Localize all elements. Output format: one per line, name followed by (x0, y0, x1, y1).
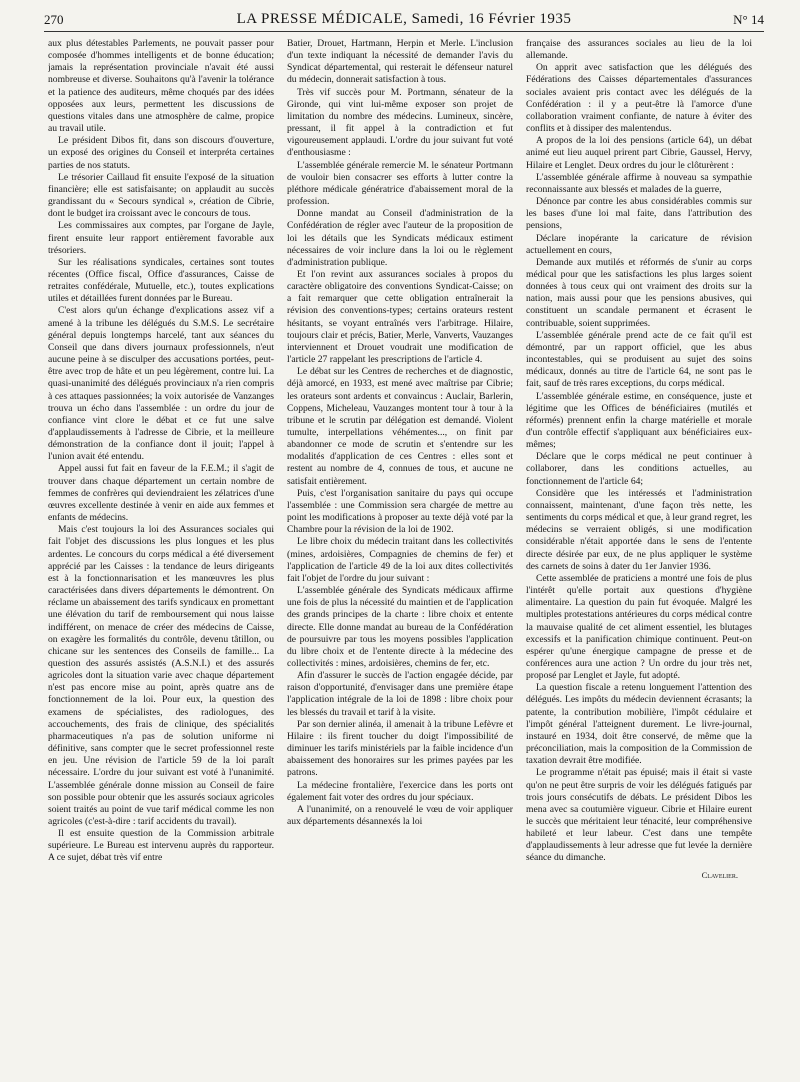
paragraph: Le débat sur les Centres de recherches et de diagnostic, déjà amorcé, en 1933, est mené avec maîtrise par Cibrie; les orateurs sont ardents et convaincus : Auclair, Barlerin, Coppens, Micheleau, Vauzanges montent tour à tour à la tribune et le scrutin par délégation est demandé. Violent tumulte, interpellations véhémentes..., on finit par abandonner ce mode de scrutin et s'entendre sur les modalités d'application de ces Centres : elles sont et restent au nombre de 4, connues de tous, et aucune ne satisfait entièrement. (287, 366, 513, 487)
paragraph: Sur les réalisations syndicales, certaines sont toutes récentes (Office fiscal, Office d'assurances, Caisse de retraites confédérale, Mutuelle, etc.), toutes explications utiles et détaillées furent données par le Bureau. (48, 256, 274, 305)
paragraph: Par son dernier alinéa, il amenait à la tribune Lefèvre et Hilaire : ils firent toucher du doigt l'impossibilité de diminuer les tarifs ministériels par la faible incidence d'un abaissement des honoraires sur les primes payées par les patrons. (287, 718, 513, 779)
author-signature: Clavelier. (701, 869, 738, 880)
paragraph: Puis, c'est l'organisation sanitaire du pays qui occupe l'assemblée : une Commission sera chargée de mettre au point les modifications à proposer au texte déjà voté par la Chambre pour la révision de la loi de 1902. (287, 487, 513, 536)
text-column-2 (287, 38, 513, 1048)
paragraph: L'assemblée générale estime, en conséquence, juste et légitime que les Offices de bénéficiaires (mutilés et réformés) prennent enfin la charge matérielle et morale d'un contrôle effectif s'appliquant aux bénéficiaires eux-mêmes; (526, 390, 752, 451)
paragraph: C'est alors qu'un échange d'explications assez vif a amené à la tribune les délégués du S.M.S. Le secrétaire général depuis longtemps harcelé, tant aux séances du Conseil que dans divers journaux professionnels, n'eut aucune peine à se disculper des accusations portées, peut-être avec trop de hâte et un peu légèrement, contre lui. La quasi-unanimité des délégués provinciaux n'a rien compris à ces attaques passionnées; la voix autorisée de Vanzanges trouva un écho dans l'assemblée : un ordre du jour de confiance vint clore le débat et ce fut une salve d'applaudissements à l'adresse de Cibrie, et la meilleure démonstration de la confiance dont il jouit; l'appel à l'union avait été entendu. (48, 305, 274, 463)
paragraph: La question fiscale a retenu longuement l'attention des délégués. Les impôts du médecin deviennent écrasants; la patente, la contribution mobilière, l'impôt cédulaire et l'impôt général l'atteignent durement. Le livre-journal, instauré en 1934, doit être conservé, de même que la préconciliation, mais la composition de la Commission de taxation devrait être modifiée. (526, 682, 752, 767)
paragraph: Et l'on revint aux assurances sociales à propos du caractère obligatoire des conventions Syndicat-Caisse; on a fait remarquer que cette obligation entraînerait la révision des conventions-types; certains orateurs restent hésitants, se voyant entraînés vers l'arbitrage. Hilaire, toujours clair et précis, Batier, Merle, Vanverts, Vauzanges interviennent et Drouet voudrait une modification de l'article 27 rappelant les prescriptions de l'article 4. (287, 268, 513, 366)
paragraph: Déclare inopérante la caricature de révision actuellement en cours, (526, 232, 752, 256)
journal-title: LA PRESSE MÉDICALE, Samedi, 16 Février 1935 (236, 11, 572, 27)
paragraph: Mais c'est toujours la loi des Assurances sociales qui fait l'objet des discussions les plus longues et les plus ardentes. Le concours du corps médical a été diversement apprécié par les Caisses : la tendance de leurs dirigeants est à la fonctionnarisation et les manœuvres les plus caractérisées dans divers départements le démontrent. On réclame un abaissement des tarifs syndicaux en promettant une élévation du tarif de remboursement qui nous laisse indifférent, on menace de créer des médecins de Caisse, on exagère les formalités du contrôle, devenu tâtillon, ou chicane sur les sentences des Conseils de famille... La question des assurés assistés (A.S.N.I.) et des assurés agricoles dont la situation varie avec chaque département n'est pas encore mise au point, après quatre ans de fonctionnement de la loi. Pour eux, la question des examens de spécialistes, des radiologues, des accouchements, des frais de clinique, des spécialités pharmaceutiques n'a pas de solution uniforme ni définitive, sans compter que le secret professionnel reste en jeu. Une révision de l'article 59 de la loi paraît nécessaire. L'ordre du jour suivant est voté à l'unanimité. L'assemblée générale donne mission au Conseil de faire son possible pour obtenir que les assurés sociaux agricoles soient traités au point de vue tarif médical comme les non agricoles (c'est-à-dire : tarif accidents du travail). (48, 524, 274, 827)
header-rule (44, 31, 764, 32)
paragraph: Donne mandat au Conseil d'administration de la Confédération de régler avec l'auteur de la proposition de loi les détails que les Syndicats médicaux estiment nécessaires de voir inclure dans la loi ou le règlement d'administration publique. (287, 208, 513, 268)
paragraph: Demande aux mutilés et réformés de s'unir au corps médical pour que les satisfactions les plus larges soient données à tous ceux qui ont vraiment des droits sur la nation, mais aussi pour que les pensions abusives, qui constituent un scandale permanent et écrasent le contribuable, soient supprimées. (526, 256, 752, 329)
issue-number: N° 14 (733, 12, 764, 27)
paragraph: Déclare que le corps médical ne peut continuer à collaborer, dans les conditions actuelles, au fonctionnement de l'article 64; (526, 451, 752, 487)
paragraph: Cette assemblée de praticiens a montré une fois de plus l'intérêt qu'elle portait aux questions d'hygiène alimentaire. La question du pain fut évoquée. Malgré les multiples protestations antérieures du corps médical contre la mauvaise qualité de cet aliment essentiel, les blutages excessifs et la panification chimique continuent. Peut-on espérer qu'une énergique campagne de presse et de conférences aura une action ? Un ordre du jour très net, proposé par Lenglet et Jayle, fut adopté. (526, 572, 752, 682)
paragraph: Le programme n'était pas épuisé; mais il était si vaste qu'on ne peut être surpris de voir les délégués fatigués par trois jours consécutifs de débats. Le président Dibos les mena avec sa coutumière vigueur. Cibrie et Hilaire eurent le succès que méritaient leur ténacité, leur compréhensive habileté et leur labeur. C'est dans une tempête d'applaudissements à leur adresse que fut levée la dernière séance du dimanche. (526, 767, 752, 864)
text-column-3 (526, 38, 752, 1048)
paragraph: Le trésorier Caillaud fit ensuite l'exposé de la situation financière; elle est satisfaisante; on applaudit au succès grandissant du « Secours syndical », création de Cibrie, dont le budget ira croissant avec le concours de tous. (48, 171, 274, 220)
paragraph: L'assemblée générale prend acte de ce fait qu'il est démontré, par un rapport officiel, que les abus incontestables, qui se produisent au sujet des soins médicaux, donnés au titre de l'article 64, ne sont pas le fait, sauf de très rares exceptions, du corps médical. (526, 329, 752, 390)
paragraph: Afin d'assurer le succès de l'action engagée décide, par raison d'opportunité, d'envisager dans une première étape l'application intégrale de la loi de 1898 : libre choix pour les blessés du travail et tarif à la visite. (287, 670, 513, 718)
paragraph: L'assemblée générale des Syndicats médicaux affirme une fois de plus la nécessité du maintien et de l'application des grands principes de la charte : libre choix et entente directe. Elle donne mandat au bureau de la Confédération de poursuivre par tous les moyens possibles l'application du libre choix et de l'entente directe à la médecine des collectivités : mines, ardoisières, chemins de fer, etc. (287, 585, 513, 669)
paragraph: Dénonce par contre les abus considérables commis sur les bases d'une loi mal faite, dans l'attribution des pensions, (526, 196, 752, 232)
paragraph: L'assemblée générale remercie M. le sénateur Portmann de vouloir bien consacrer ses efforts à lutter contre la pléthore médicale génératrice d'abaissement moral de la profession. (287, 159, 513, 208)
paragraph: Il est ensuite question de la Commission arbitrale supérieure. Le Bureau est intervenu auprès du rapporteur. A ce sujet, débat très vif entre (48, 828, 274, 864)
paragraph: A l'unanimité, on a renouvelé le vœu de voir appliquer aux départements désannexés la loi (287, 803, 513, 827)
paragraph: L'assemblée générale affirme à nouveau sa sympathie reconnaissante aux blessés et malades de la guerre, (526, 171, 752, 195)
paragraph: française des assurances sociales au lieu de la loi allemande. (526, 38, 752, 62)
running-header (44, 10, 764, 32)
paragraph: Batier, Drouet, Hartmann, Herpin et Merle. L'inclusion d'un texte indiquant la nécessité de demander l'avis du Syndicat départemental, qui resterait le défenseur naturel du médecin, donnerait satisfaction à tous. (287, 38, 513, 86)
paragraph: Appel aussi fut fait en faveur de la F.E.M.; il s'agit de trouver dans chaque département un certain nombre de femmes de confrères qui deviendraient les zélatrices d'une œuvres excellente destinée à venir en aide aux femmes et enfants de médecins. (48, 463, 274, 524)
paragraph: Les commissaires aux comptes, par l'organe de Jayle, firent ensuite leur rapport entièrement favorable aux trésoriers. (48, 220, 274, 256)
paragraph: On apprit avec satisfaction que les délégués des Fédérations des Caisses départementales d'assurances sociales avaient pris contact avec les délégués de la Confédération : il y a peut-être là l'amorce d'une collaboration vraiment confiante, de nature à éviter des conflits et à dissiper des malentendus. (526, 62, 752, 135)
paragraph: Très vif succès pour M. Portmann, sénateur de la Gironde, qui vint lui-même exposer son projet de limitation du nombre des médecins. Lumineux, sincère, pressant, il fit appel à la contradiction et fut vigoureusement applaudi. L'ordre du jour suivant fut voté d'enthousiasme : (287, 86, 513, 159)
paragraph: A propos de la loi des pensions (article 64), un débat animé eut lieu auquel prirent part Cibrie, Gaussel, Hervy, Hilaire et Lenglet. Deux ordres du jour le clôturèrent : (526, 135, 752, 171)
paragraph: Considère que les intéressés et l'administration connaissent, maintenant, d'une façon très nette, les sentiments du corps médical et que, à leur grand regret, les médecins se verraient obligés, si une modification considérable n'était apportée dans le sens de l'entente directe désirée par eux, de ne plus appliquer le système des carnets de soins à dater du 1er Janvier 1936. (526, 487, 752, 572)
text-column-1 (48, 38, 274, 1048)
page-number: 270 (44, 12, 64, 27)
paragraph: La médecine frontalière, l'exercice dans les ports ont également fait voter des ordres du jour spéciaux. (287, 779, 513, 803)
paragraph: aux plus détestables Parlements, ne pouvait passer pour composée d'hommes intelligents et de bonne éducation; jamais la représentation provinciale n'avait été aussi nombreuse et diverse. Souhaitons qu'à l'avenir la tolérance et la patience des auditeurs, même choqués par des idées opposées aux leurs, permettent les discussions de questions vitales dans une atmosphère de calme, propice au travail utile. (48, 38, 274, 135)
paragraph: Le président Dibos fit, dans son discours d'ouverture, un exposé des origines du Conseil et interpréta certaines parties de nos statuts. (48, 135, 274, 171)
paragraph: Le libre choix du médecin traitant dans les collectivités (mines, ardoisières, Compagnies de chemins de fer) et l'application de l'article 49 de la loi aux dites collectivités fait l'objet de l'ordre du jour suivant : (287, 536, 513, 584)
